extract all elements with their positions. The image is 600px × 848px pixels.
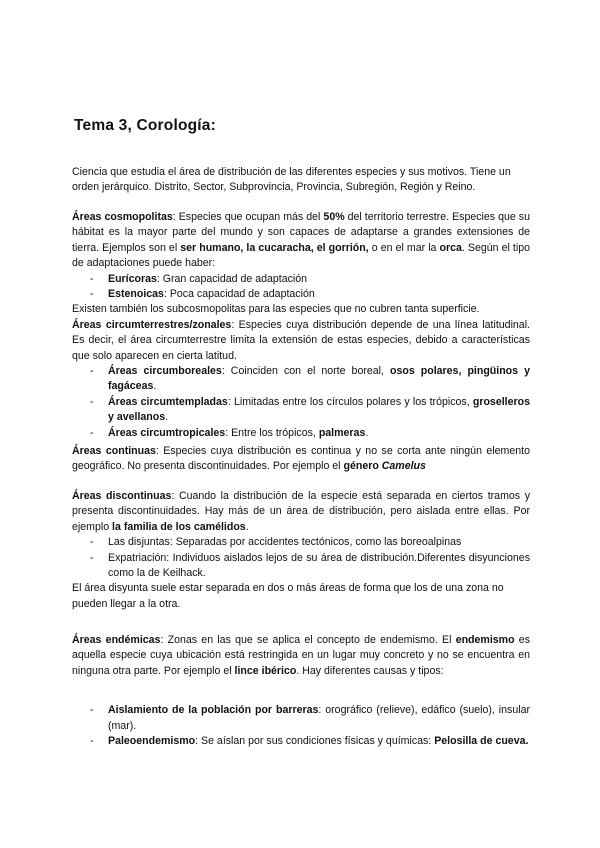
cosmopolitas-text-2: del territorio terrestre. Especies que su hábitat es la mayor parte del mundo y son capaces de adaptarse a grandes extensiones de tierra. Ejemplos son el [72, 211, 530, 254]
endemicas-bold-1: endemismo [455, 634, 515, 646]
endemicas-text-2: es aquella especie cuya ubicación está restringida en un lugar muy concreto y no se encuentra en ninguna otra parte. Por ejemplo el [72, 634, 530, 677]
endemicas-text-1: : Zonas en las que se aplica el concepto de endemismo. El [160, 634, 456, 646]
endemicas-bold-2: lince ibérico [234, 664, 297, 677]
cosmopolitas-term: Áreas cosmopolitas [72, 211, 173, 223]
circum-text: : Especies cuya distribución depende de una línea latitudinal. Es decir, el área circumterrestre limita la extensión de estas especies, debido a características que solo aparecen en cierta latitud. [72, 318, 530, 362]
cosmopolitas-text-4: . Según el tipo de adaptaciones puede haber: [72, 241, 531, 270]
list-item: - Las disjuntas: Separadas por accidentes tectónicos, como las boreoalpinas [72, 535, 530, 550]
list-item-bold: Pelosilla de cueva. [434, 735, 529, 748]
discontinuas-after: El área disyunta suele estar separada en dos o más áreas de forma que los de una zona no pueden llegar a la otra. [72, 582, 504, 610]
list-item-text: : Gran capacidad de adaptación [156, 272, 308, 285]
continuas-term: Áreas continuas [72, 445, 156, 457]
list-item-term: Áreas circumtropicales [108, 426, 226, 439]
cosmopolitas-text-1: : Especies que ocupan más del [172, 211, 324, 223]
list-item-text: : Poca capacidad de adaptación [163, 288, 315, 301]
circum-list [72, 364, 530, 441]
cosmopolitas-list [72, 272, 530, 303]
continuas-bold: género [343, 460, 382, 473]
list-item [72, 734, 530, 749]
section-discontinuas [72, 489, 530, 612]
list-item-end: . [165, 411, 169, 424]
list-item-end: . [365, 426, 369, 439]
list-item-term: Eurícoras [108, 272, 157, 285]
endemicas-list [72, 703, 530, 749]
list-item-bold: groselleros y avellanos [108, 395, 530, 424]
list-item-text: : Coinciden con el norte boreal, [221, 365, 390, 378]
cosmopolitas-bold-2: ser humano, la cucaracha, el gorrión, [180, 241, 369, 254]
discontinuas-list [72, 535, 530, 581]
endemicas-term: Áreas endémicas [72, 634, 161, 646]
endemicas-paragraph [72, 633, 530, 679]
continuas-genus: Camelus [381, 460, 426, 473]
page-title: Tema 3, Corología: [74, 117, 216, 134]
list-item-term: Áreas circumtempladas [108, 395, 228, 408]
section-endemicas [72, 633, 530, 749]
list-item [72, 395, 530, 426]
section-cosmopolitas [72, 210, 530, 441]
list-item [72, 272, 530, 287]
list-item-text: : orográfico (relieve), edáfico (suelo), insular (mar). [108, 704, 530, 732]
list-item-text: : Limitadas entre los círculos polares y los trópicos, [227, 395, 473, 408]
circum-term: Áreas circumterrestres/zonales [72, 318, 232, 331]
continuas-paragraph [72, 444, 530, 475]
circum-paragraph [72, 318, 530, 364]
list-item-term: Estenoicas [108, 288, 164, 301]
cosmopolitas-bold-1: 50% [323, 211, 345, 223]
cosmopolitas-after: Existen también los subcosmopolitas para las especies que no cubren tanta superficie. [72, 303, 480, 316]
list-item-term: Áreas circumboreales [108, 365, 222, 378]
list-item-end: . [153, 380, 157, 393]
continuas-text: : Especies cuya distribución es continua y no se corta ante ningún elemento geográfico. No presenta discontinuidades. Por ejemplo el [72, 445, 530, 473]
list-item: - Expatriación: Individuos aislados lejos de su área de distribución.Diferentes disyunciones como la de Keilhack. [72, 551, 530, 582]
list-item [72, 426, 530, 441]
list-item [72, 364, 530, 395]
discontinuas-text: : Cuando la distribución de la especie está separada en ciertos tramos y presenta discontinuidades. Hay más de un área de distribución, pero aislada entre ellas. Por ejemplo [72, 490, 530, 533]
list-item-term: Paleoendemismo [108, 735, 196, 748]
list-item-bold: osos polares, pingüinos y fagáceas [108, 365, 530, 393]
intro-paragraph: Ciencia que estudia el área de distribución de las diferentes especies y sus motivos. Tiene un orden jerárquico. Distrito, Sector, Subprovincia, Provincia, Subregión, Región y Reino. [72, 166, 511, 194]
discontinuas-term: Áreas discontinuas [72, 490, 172, 502]
list-item-text: : Se aíslan por sus condiciones físicas y químicas: [195, 735, 435, 748]
cosmopolitas-text-3: o en el mar la [368, 241, 440, 254]
cosmopolitas-bold-3: orca [439, 241, 462, 254]
discontinuas-paragraph [72, 489, 530, 535]
list-item [72, 287, 530, 302]
list-item-bold: palmeras [318, 426, 366, 439]
endemicas-text-3: . Hay diferentes causas y tipos: [296, 664, 444, 677]
list-item [72, 703, 530, 734]
list-item-term: Aislamiento de la población por barreras [108, 704, 319, 717]
discontinuas-end: . [245, 520, 249, 533]
list-item-text: : Entre los trópicos, [225, 426, 319, 439]
cosmopolitas-paragraph [72, 210, 530, 272]
discontinuas-bold: la familia de los camélidos [112, 520, 246, 533]
